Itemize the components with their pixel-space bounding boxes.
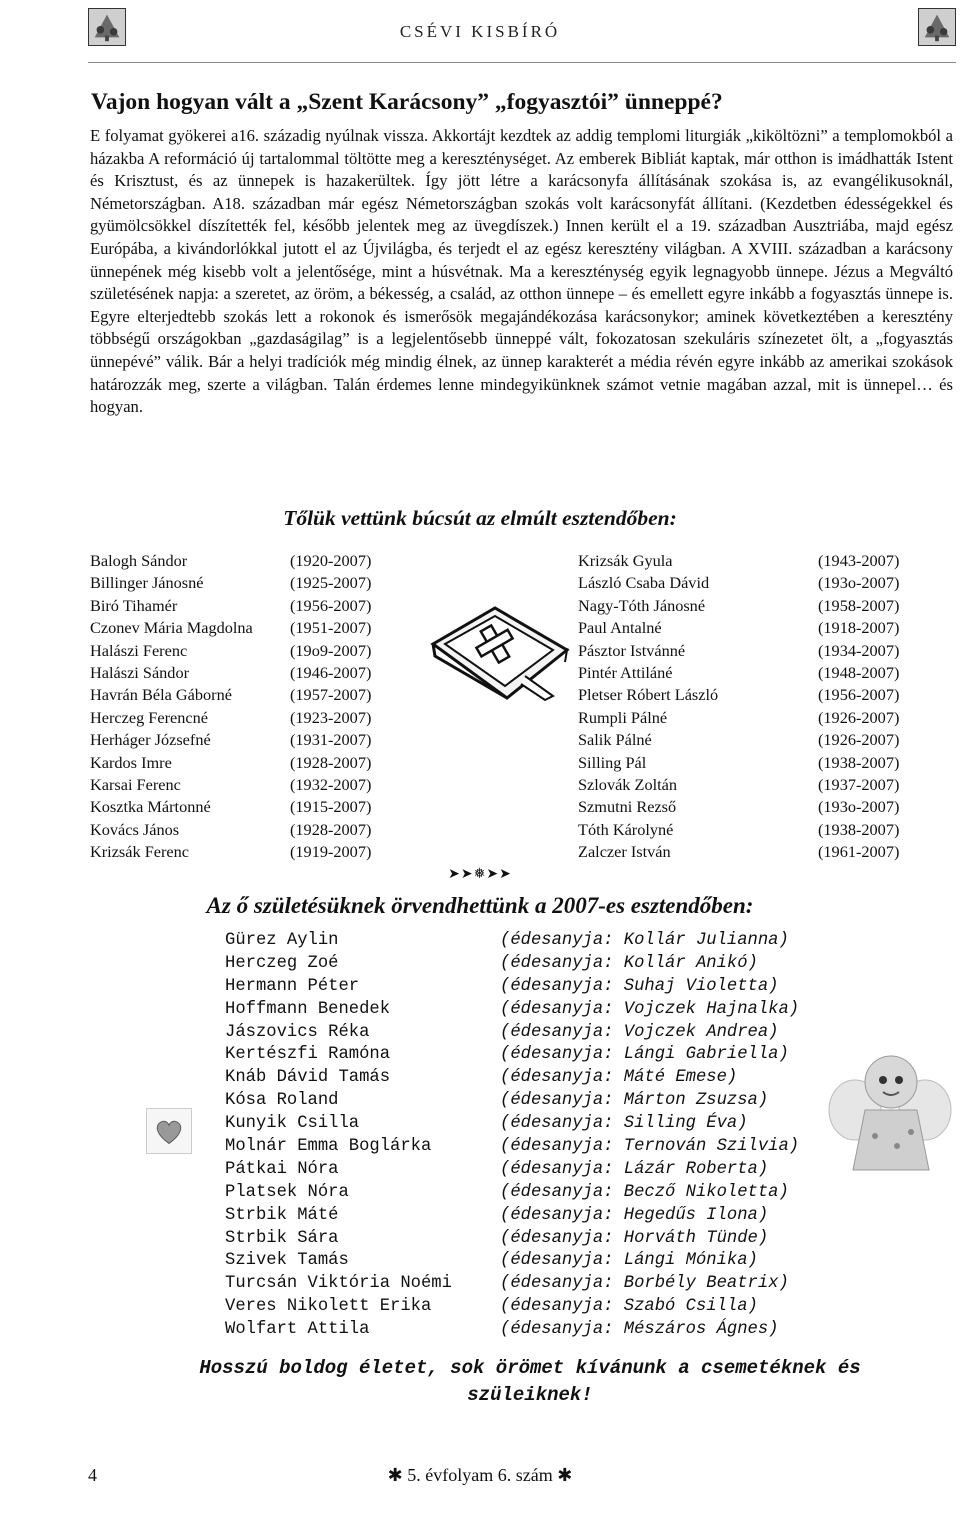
deceased-row <box>578 707 918 729</box>
bible-book-icon <box>425 604 573 702</box>
deceased-years: (1931-2007) <box>290 730 372 750</box>
deceased-name: Pintér Attiláné <box>578 662 673 682</box>
mother-name: (édesanyja: Ternován Szilvia) <box>500 1137 800 1157</box>
deceased-row <box>578 752 918 774</box>
child-name: Knáb Dávid Tamás <box>225 1068 391 1088</box>
deceased-name: Krizsák Ferenc <box>90 842 189 862</box>
deceased-years: (1938-2007) <box>818 752 900 772</box>
deceased-row <box>578 796 918 818</box>
child-name: Turcsán Viktória Noémi <box>225 1274 452 1294</box>
deceased-name: Herczeg Ferencné <box>90 707 208 727</box>
deceased-years: (1920-2007) <box>290 551 372 570</box>
article-title: Vajon hogyan vált a „Szent Karácsony” „fogyasztói” ünneppé? <box>91 89 723 115</box>
deceased-name: Kovács János <box>90 819 180 839</box>
article-body: E folyamat gyökerei a16. századig nyúlnak vissza. Akkortájt kezdtek az addig templomi liturgiák „kiköltözni” a templomokból a házakba A reformáció új tartalommal töltötte meg a kereszténységet. Az emberek Bibliát kaptak, már otthon is imádhatták Istent és Krisztust, és az ünnepek is hazakerültek. Így jött létre a karácsonyfa állításának szokása is, az evangélikusoknál, Németországban. A18. században már egész Németországban szokás volt karácsonyfát állítani. (Kezdetben édességekkel és gyümölcsökkel díszítették fel, később jelentek meg az üvegdíszek.) Innen került el a 19. században Ausztriába, majd egész Európába, a kivándorlókkal jutott el az Újvilágba, és terjedt el az egész keresztény világban. A XVIII. században a karácsony ünnepének még kisebb volt a jelentősége, mint a húsvétnak. Ma a kereszténység egyik legnagyobb ünnepe. Jézus a Megváltó születésének napja: a szeretet, az öröm, a békesség, a család, az otthon ünnepe – és emellett egyre inkább a fogyasztás ünnepe is. Egyre elterjedtebb szokás lett a rokonok és ismerősök megajándékozása karácsonykor; aminek következtében a keresztény többségű országokban „gazdaságilag” is a legjelentősebb ünneppé vált, fokozatosan szekuláris színezetet ölt, a „fogyasztás ünnepévé” válik. Bár a helyi tradíciók még mindig élnek, az ünnep karakterét a média révén egyre inkább az amerikai szokások határozzák meg, szerte a világban. Talán érdemes lenne mindegyikünknek számot vetnie magában azzal, mit is ünnepel… és hogyan. <box>90 126 953 417</box>
deceased-name: Czonev Mária Magdolna <box>90 618 253 638</box>
mother-name: (édesanyja: Kollár Anikó) <box>500 953 758 973</box>
deceased-years: (1932-2007) <box>290 774 372 794</box>
deceased-row <box>578 640 918 662</box>
deceased-years: (19o9-2007) <box>290 640 372 660</box>
deceased-row <box>578 595 918 617</box>
mother-name: (édesanyja: Szabó Csilla) <box>500 1297 758 1317</box>
deceased-years: (1961-2007) <box>818 842 900 862</box>
deceased-row <box>90 550 400 572</box>
mother-name: (édesanyja: Kollár Julianna) <box>500 931 789 950</box>
child-name: Platsek Nóra <box>225 1182 349 1202</box>
deceased-years: (1938-2007) <box>818 819 900 839</box>
mother-name: (édesanyja: Hegedűs Ilona) <box>500 1205 769 1225</box>
deceased-row <box>90 796 400 818</box>
mother-name: (édesanyja: Vojczek Andrea) <box>500 1022 779 1042</box>
child-name: Kósa Roland <box>225 1091 339 1111</box>
mother-name: (édesanyja: Suhaj Violetta) <box>500 976 779 996</box>
deceased-years: (193o-2007) <box>818 797 900 817</box>
deceased-name: Szlovák Zoltán <box>578 774 678 794</box>
deceased-name: Pletser Róbert László <box>578 685 719 705</box>
deceased-row <box>90 841 400 863</box>
deceased-years: (1957-2007) <box>290 685 372 705</box>
mother-name: (édesanyja: Horváth Tünde) <box>500 1228 769 1248</box>
deceased-name: Tóth Károlyné <box>578 819 674 839</box>
deceased-name: Kardos Imre <box>90 752 172 772</box>
child-name: Hoffmann Benedek <box>225 999 391 1019</box>
deceased-name: Herháger Józsefné <box>90 730 211 750</box>
mother-name: (édesanyja: Mészáros Ágnes) <box>500 1320 779 1340</box>
deceased-list-left <box>90 550 400 863</box>
mother-name: (édesanyja: Vojczek Hajnalka) <box>500 999 800 1019</box>
header-divider <box>88 62 956 63</box>
deceased-years: (1943-2007) <box>818 551 900 570</box>
star-icon: ✱ <box>557 1465 573 1485</box>
deceased-row <box>90 729 400 751</box>
child-name: Veres Nikolett Erika <box>225 1297 432 1317</box>
deceased-years: (1951-2007) <box>290 618 372 638</box>
deceased-years: (1918-2007) <box>818 618 900 638</box>
deceased-name: Havrán Béla Gáborné <box>90 685 232 705</box>
deceased-list-right <box>578 550 918 863</box>
deceased-years: (1937-2007) <box>818 774 900 794</box>
deceased-years: (1928-2007) <box>290 819 372 839</box>
deceased-row <box>90 572 400 594</box>
deceased-row <box>90 640 400 662</box>
angel-figurine-icon <box>825 1040 955 1180</box>
wish-message: Hosszú boldog életet, sok örömet kívánunk a csemetéknek és szüleiknek! <box>199 1357 861 1406</box>
deceased-row <box>90 774 400 796</box>
deceased-name: Krizsák Gyula <box>578 551 673 570</box>
child-name: Wolfart Attila <box>225 1320 370 1340</box>
deceased-years: (1919-2007) <box>290 842 372 862</box>
deceased-years: (1956-2007) <box>290 595 372 615</box>
child-name: Strbik Sára <box>225 1228 339 1248</box>
deceased-years: (1934-2007) <box>818 640 900 660</box>
deceased-name: Silling Pál <box>578 752 647 772</box>
mother-name: (édesanyja: Becző Nikoletta) <box>500 1182 789 1202</box>
deceased-row <box>90 819 400 841</box>
newsletter-title: CSÉVI KISBÍRÓ <box>399 22 561 41</box>
deceased-years: (1925-2007) <box>290 573 372 593</box>
child-name: Kunyik Csilla <box>225 1114 360 1134</box>
child-name: Herczeg Zoé <box>225 953 339 973</box>
child-name: Strbik Máté <box>225 1205 339 1225</box>
deceased-row <box>578 617 918 639</box>
deceased-years: (1946-2007) <box>290 662 372 682</box>
deceased-row <box>90 662 400 684</box>
deceased-heading: Tőlük vettünk búcsút az elmúlt esztendőben: <box>283 506 677 530</box>
deceased-row <box>90 707 400 729</box>
deceased-name: Biró Tihamér <box>90 595 178 615</box>
deceased-name: Halászi Ferenc <box>90 640 188 660</box>
deceased-row <box>578 662 918 684</box>
deceased-row <box>90 617 400 639</box>
star-icon: ✱ <box>387 1465 403 1485</box>
child-name: Molnár Emma Boglárka <box>225 1137 432 1157</box>
deceased-row <box>90 752 400 774</box>
deceased-name: Billinger Jánosné <box>90 573 204 593</box>
deceased-years: (1948-2007) <box>818 662 900 682</box>
deceased-name: Pásztor Istvánné <box>578 640 686 660</box>
deceased-name: Balogh Sándor <box>90 551 188 570</box>
deceased-name: Nagy-Tóth Jánosné <box>578 595 706 615</box>
christmas-logo-icon <box>919 9 955 45</box>
deceased-years: (1958-2007) <box>818 595 900 615</box>
page-number: 4 <box>88 1465 97 1485</box>
deceased-name: Karsai Ferenc <box>90 774 181 794</box>
deceased-years: (1926-2007) <box>818 730 900 750</box>
deceased-years: (1928-2007) <box>290 752 372 772</box>
mother-name: (édesanyja: Máté Emese) <box>500 1068 738 1088</box>
deceased-years: (1956-2007) <box>818 685 900 705</box>
header-logo-right <box>918 8 956 46</box>
child-name: Szivek Tamás <box>225 1251 349 1271</box>
child-name: Hermann Péter <box>225 976 360 996</box>
deceased-row <box>578 684 918 706</box>
deceased-row <box>90 595 400 617</box>
child-name: Jászovics Réka <box>225 1022 370 1042</box>
deceased-name: Salik Pálné <box>578 730 652 750</box>
deceased-row <box>578 572 918 594</box>
deceased-row <box>578 550 918 572</box>
deceased-years: (1923-2007) <box>290 707 372 727</box>
issue-label: 5. évfolyam 6. szám <box>407 1465 553 1485</box>
mother-name: (édesanyja: Silling Éva) <box>500 1114 748 1134</box>
deceased-row <box>578 841 918 863</box>
mother-name: (édesanyja: Borbély Beatrix) <box>500 1274 789 1294</box>
heart-icon <box>146 1108 192 1154</box>
deceased-name: Halászi Sándor <box>90 662 190 682</box>
deceased-row <box>578 729 918 751</box>
births-heading: Az ő születésüknek örvendhettünk a 2007-es esztendőben: <box>206 893 754 918</box>
child-name: Pátkai Nóra <box>225 1159 339 1179</box>
deceased-name: Szmutni Rezső <box>578 797 677 817</box>
child-name: Gürez Aylin <box>225 931 339 950</box>
issue-info <box>0 1465 960 1486</box>
deceased-name: Paul Antalné <box>578 618 662 638</box>
deceased-row <box>578 774 918 796</box>
child-name: Kertészfi Ramóna <box>225 1045 391 1065</box>
deceased-row <box>578 819 918 841</box>
mother-name: (édesanyja: Lángi Gabriella) <box>500 1045 789 1065</box>
deceased-name: Zalczer István <box>578 842 671 862</box>
mother-name: (édesanyja: Lángi Mónika) <box>500 1251 758 1271</box>
section-divider: ➤➤❅➤➤ <box>448 867 512 882</box>
deceased-years: (1926-2007) <box>818 707 900 727</box>
deceased-row <box>90 684 400 706</box>
mother-name: (édesanyja: Márton Zsuzsa) <box>500 1091 769 1111</box>
deceased-name: Kosztka Mártonné <box>90 797 211 817</box>
deceased-name: Rumpli Pálné <box>578 707 668 727</box>
deceased-name: László Csaba Dávid <box>578 573 710 593</box>
deceased-years: (1915-2007) <box>290 797 372 817</box>
mother-name: (édesanyja: Lázár Roberta) <box>500 1159 769 1179</box>
deceased-years: (193o-2007) <box>818 573 900 593</box>
